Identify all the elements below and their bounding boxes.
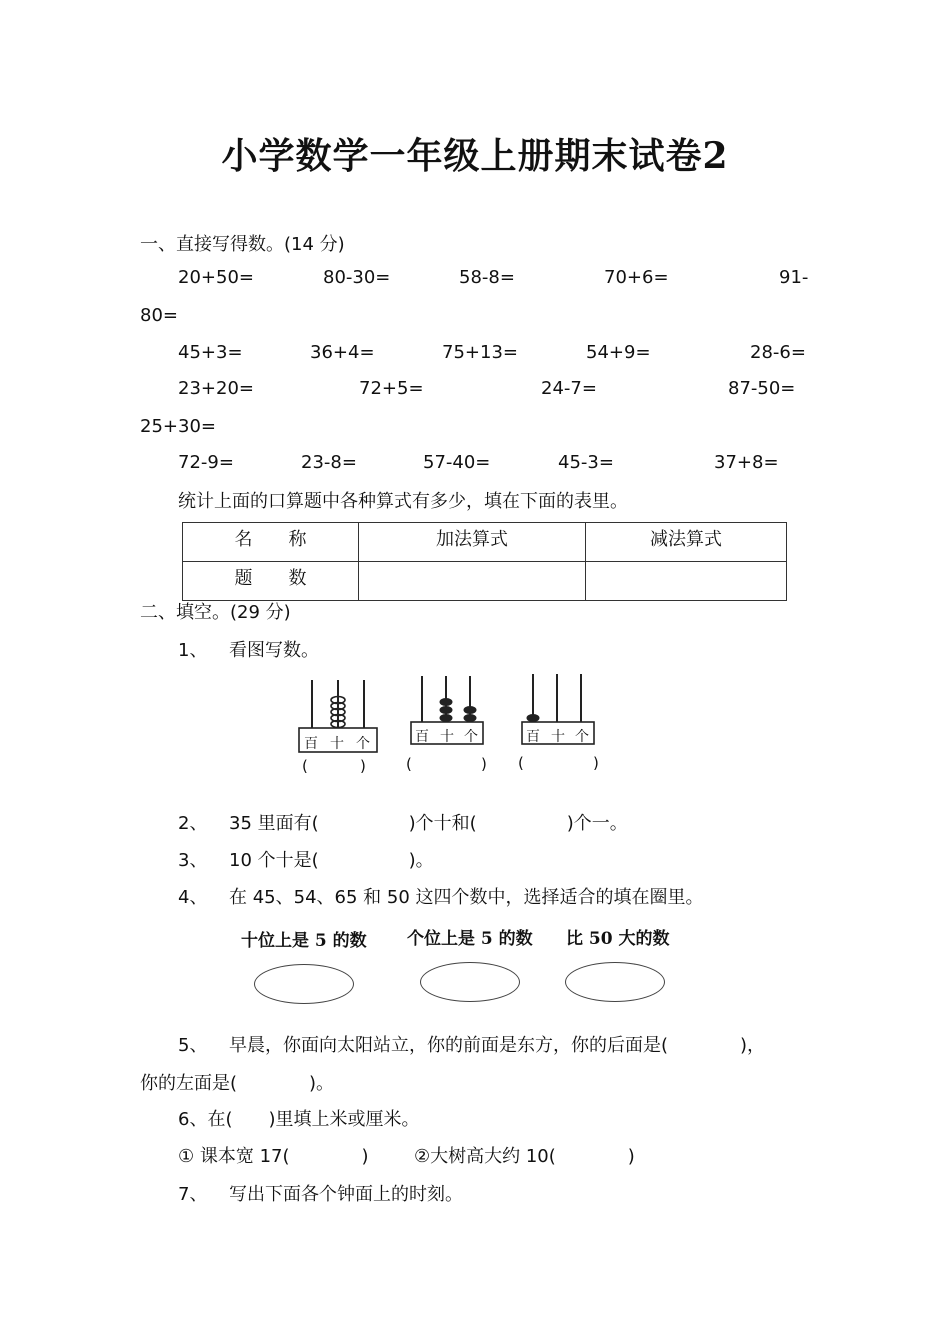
sub-question: ① 课本宽 17( ) [178, 1146, 369, 1167]
answer-paren-close: ) [360, 757, 366, 775]
question-number: 5、 [178, 1035, 208, 1056]
problem: 45-3= [558, 452, 614, 473]
question-text: 35 里面有( )个十和( )个一。 [229, 813, 628, 834]
abacus-label: 百 [304, 736, 318, 752]
problem: 75+13= [442, 342, 518, 363]
abacus-label: 百 [526, 729, 540, 745]
question-number: 4、 [178, 887, 208, 908]
answer-paren-open: ( [518, 754, 524, 772]
question-number: 7、 [178, 1184, 208, 1205]
stat-table [182, 522, 787, 601]
answer-paren-open: ( [302, 757, 308, 775]
page-title: 小学数学一年级上册期末试卷2 [221, 135, 729, 177]
abacus-label: 个 [575, 729, 589, 745]
question-number: 2、 [178, 813, 208, 834]
problem: 57-40= [423, 452, 491, 473]
question-text: 早晨，你面向太阳站立，你的前面是东方，你的后面是( )， [229, 1035, 766, 1056]
problem: 23+20= [178, 378, 254, 399]
abacus-label: 个 [356, 736, 370, 752]
table-header: 加法算式 [359, 523, 586, 562]
problem: 87-50= [728, 378, 796, 399]
problem: 72-9= [178, 452, 234, 473]
problem: 20+50= [178, 267, 254, 288]
problem: 45+3= [178, 342, 243, 363]
question-number: 3、 [178, 850, 208, 871]
circle-label: 个位上是 5 的数 [407, 929, 533, 949]
table-row [183, 523, 787, 562]
problem: 24-7= [541, 378, 597, 399]
question-text: 6、在( )里填上米或厘米。 [178, 1109, 420, 1130]
question-text: 在 45、54、65 和 50 这四个数中，选择适合的填在圈里。 [229, 887, 704, 908]
table-row [183, 562, 787, 601]
problem: 91- [779, 267, 809, 288]
problem: 58-8= [459, 267, 515, 288]
answer-oval-greater-50[interactable] [565, 962, 665, 1002]
question-text: 你的左面是( )。 [140, 1073, 335, 1094]
table-instruction: 统计上面的口算题中各种算式有多少，填在下面的表里。 [178, 491, 628, 512]
question-number: 1、 [178, 640, 208, 661]
question-text: 写出下面各个钟面上的时刻。 [229, 1184, 463, 1205]
table-row-label: 题 数 [183, 562, 359, 601]
problem: 54+9= [586, 342, 651, 363]
problem: 28-6= [750, 342, 806, 363]
question-text: 看图写数。 [229, 640, 319, 661]
problem: 80-30= [323, 267, 391, 288]
problem: 23-8= [301, 452, 357, 473]
answer-paren-close: ) [593, 754, 599, 772]
problem: 70+6= [604, 267, 669, 288]
circle-label: 比 50 大的数 [566, 929, 670, 949]
problem: 36+4= [310, 342, 375, 363]
table-header: 减法算式 [586, 523, 787, 562]
answer-paren-close: ) [481, 755, 487, 773]
abacus-label: 十 [440, 729, 454, 745]
abacus-label: 十 [551, 729, 565, 745]
circle-label: 十位上是 5 的数 [241, 931, 367, 951]
sub-question: ②大树高大约 10( ) [414, 1146, 635, 1167]
answer-oval-ones-5[interactable] [420, 962, 520, 1002]
problem: 72+5= [359, 378, 424, 399]
answer-cell-subtraction[interactable] [586, 562, 787, 601]
section1-heading: 一、直接写得数。(14 分) [140, 234, 345, 255]
section2-heading: 二、填空。(29 分) [140, 602, 291, 623]
problem: 37+8= [714, 452, 779, 473]
answer-cell-addition[interactable] [359, 562, 586, 601]
abacus-label: 十 [330, 736, 344, 752]
problem: 80= [140, 305, 178, 326]
abacus-label: 百 [415, 729, 429, 745]
answer-paren-open: ( [406, 755, 412, 773]
answer-oval-tens-5[interactable] [254, 964, 354, 1004]
table-header: 名 称 [183, 523, 359, 562]
problem: 25+30= [140, 416, 216, 437]
question-text: 10 个十是( )。 [229, 850, 434, 871]
abacus-label: 个 [464, 729, 478, 745]
